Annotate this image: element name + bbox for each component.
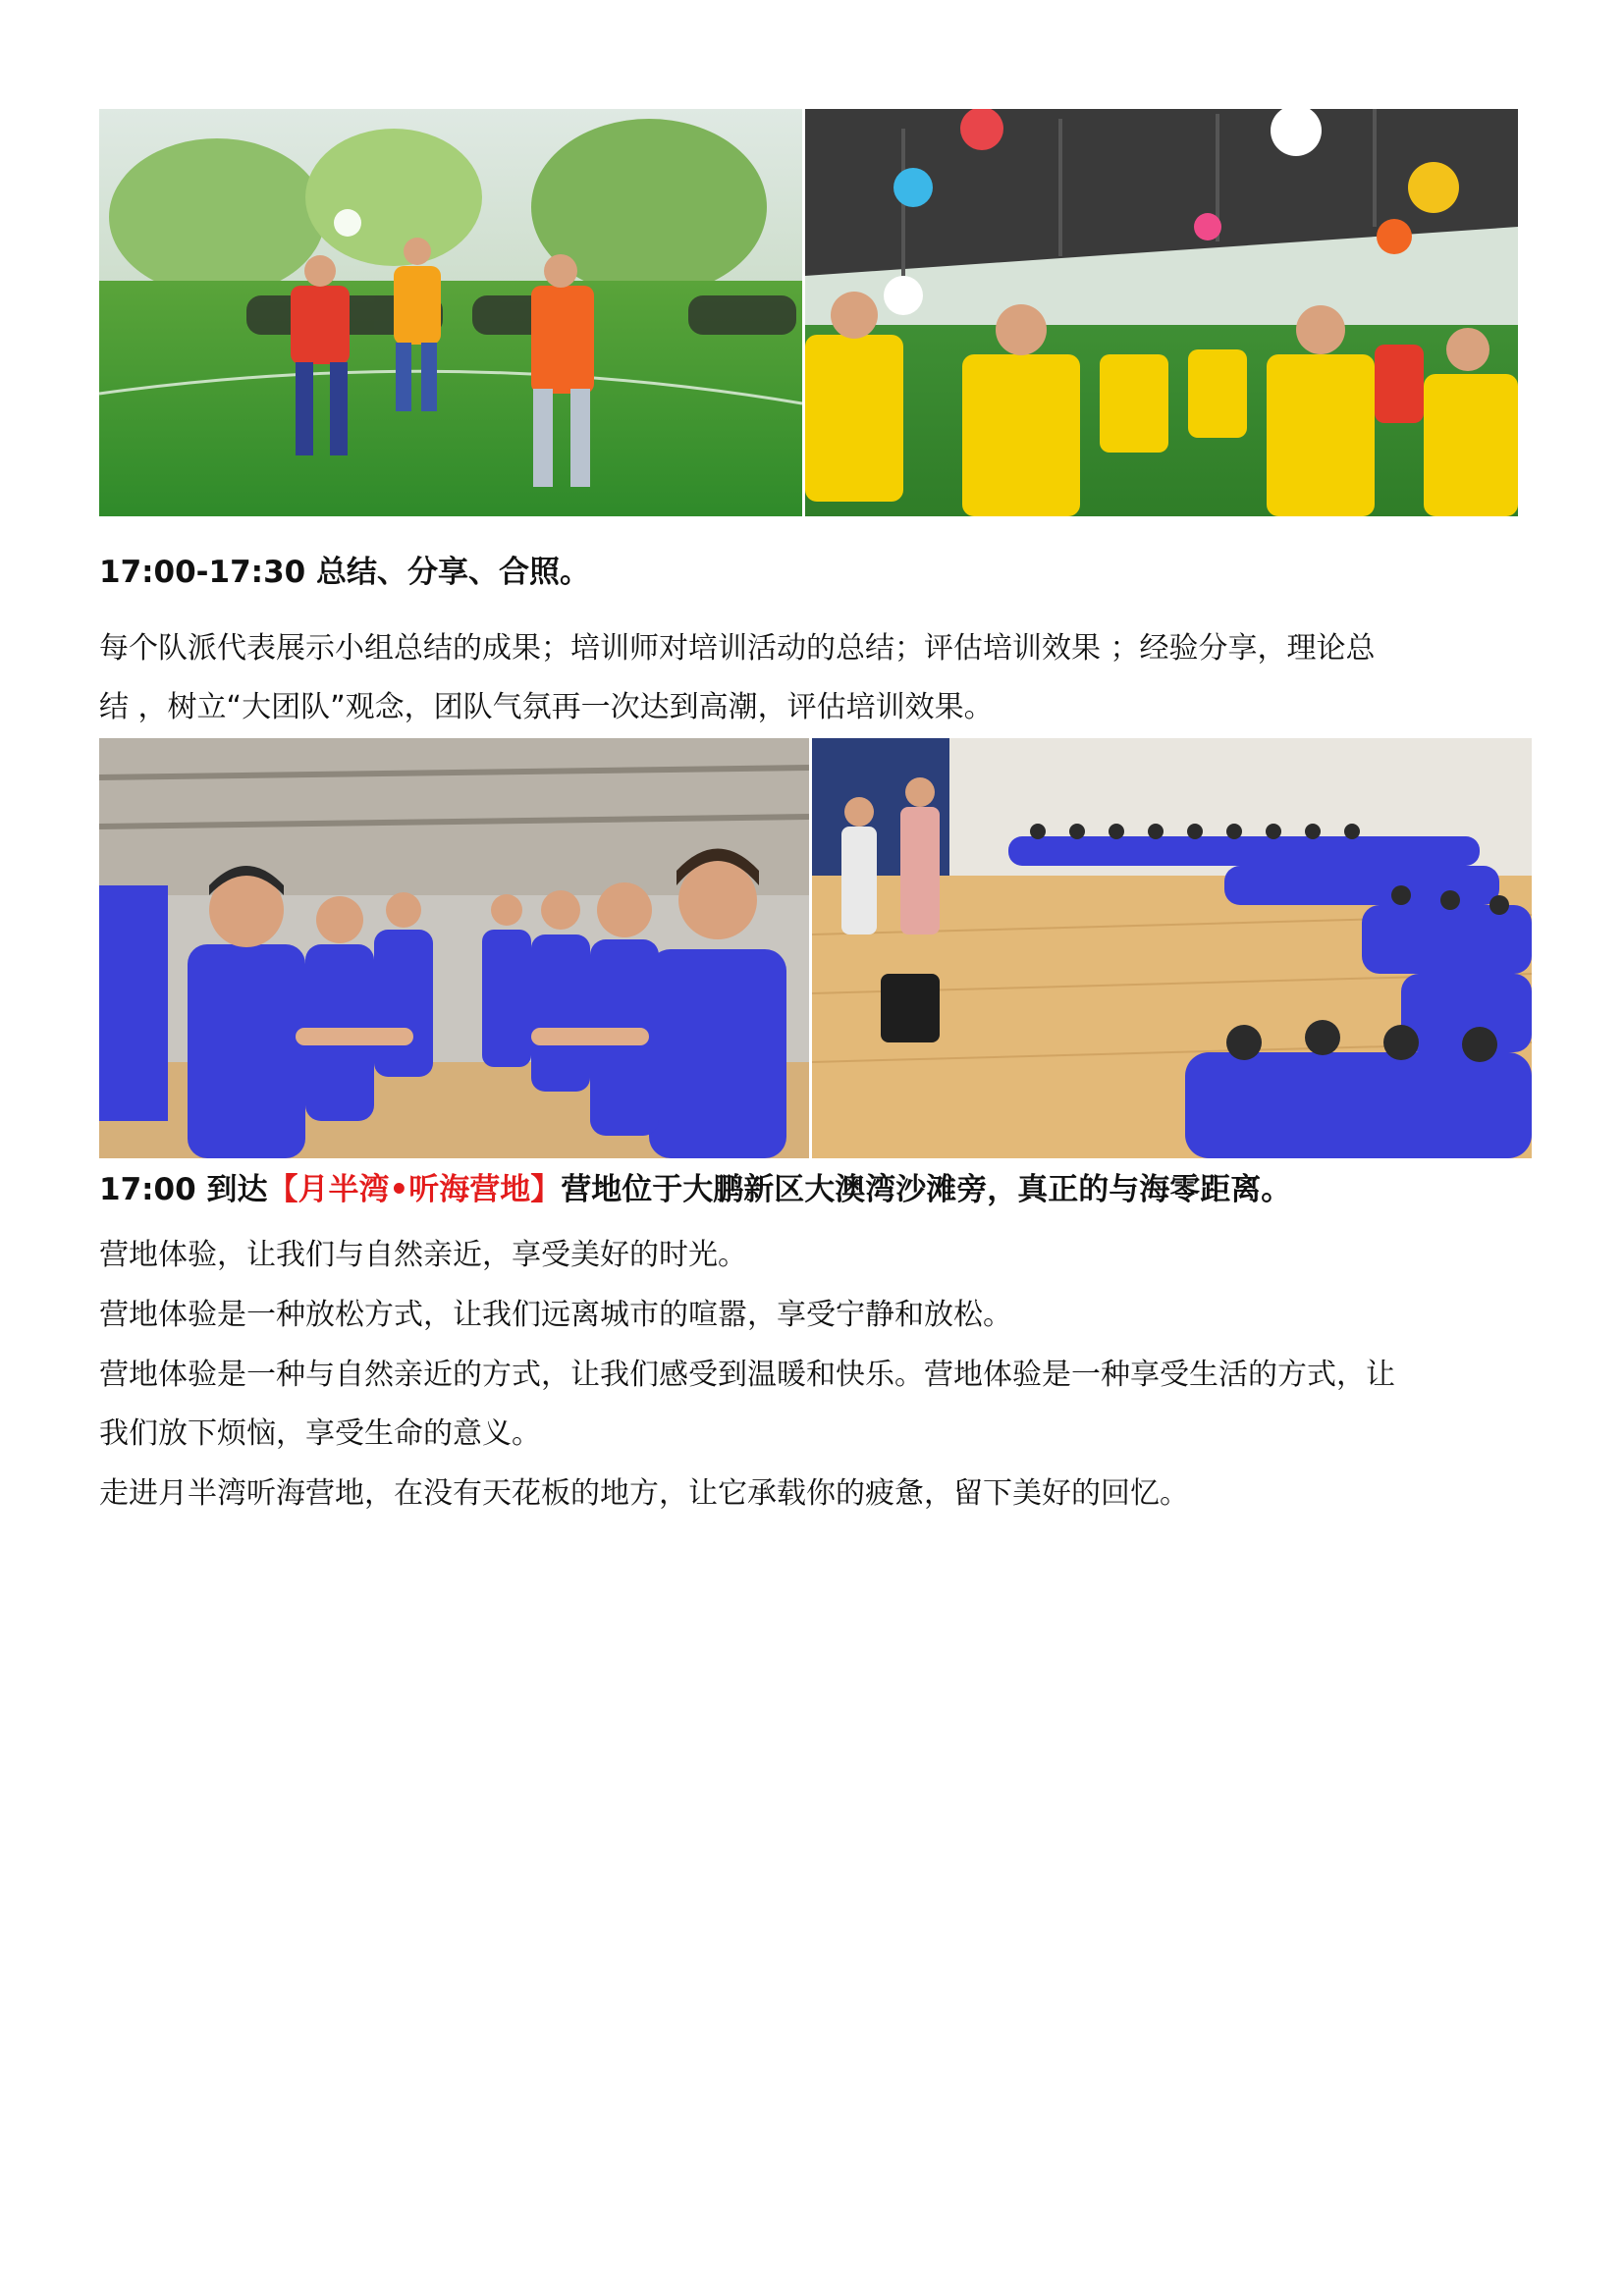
photo-handshake-line xyxy=(99,738,809,1158)
section-heading-camp xyxy=(99,1168,1291,1211)
photo-sharing-circle xyxy=(812,738,1532,1158)
heading-suffix: 营地位于大鹏新区大澳湾沙滩旁，真正的与海零距离。 xyxy=(561,1172,1292,1207)
section-heading-summary: 17:00-17:30 总结、分享、合照。 xyxy=(99,555,591,590)
photo-row-top xyxy=(99,109,1518,516)
paragraph-line: 结 ，树立“大团队”观念，团队气氛再一次达到高潮，评估培训效果。 xyxy=(99,690,994,724)
photo-frisbee-field xyxy=(99,109,802,516)
section-paragraph-summary xyxy=(99,619,1543,737)
heading-highlight-camp-name: 【月半湾•听海营地】 xyxy=(267,1172,562,1207)
paragraph-line: 每个队派代表展示小组总结的成果；培训师对培训活动的总结；评估培训效果 ；经验分享，理论总 xyxy=(99,631,1376,666)
photo-row-bottom xyxy=(99,738,1532,1158)
camp-line-4: 我们放下烦恼，享受生命的意义。 xyxy=(99,1416,541,1451)
photo-frisbee-hall xyxy=(805,109,1518,516)
camp-line-2: 营地体验是一种放松方式，让我们远离城市的喧嚣，享受宁静和放松。 xyxy=(99,1298,1012,1332)
camp-line-3: 营地体验是一种与自然亲近的方式，让我们感受到温暖和快乐。营地体验是一种享受生活的方式，让 xyxy=(99,1358,1395,1392)
camp-line-1: 营地体验，让我们与自然亲近，享受美好的时光。 xyxy=(99,1238,747,1272)
camp-line-5: 走进月半湾听海营地，在没有天花板的地方，让它承载你的疲惫，留下美好的回忆。 xyxy=(99,1476,1189,1511)
heading-prefix: 17:00 到达 xyxy=(99,1172,268,1207)
